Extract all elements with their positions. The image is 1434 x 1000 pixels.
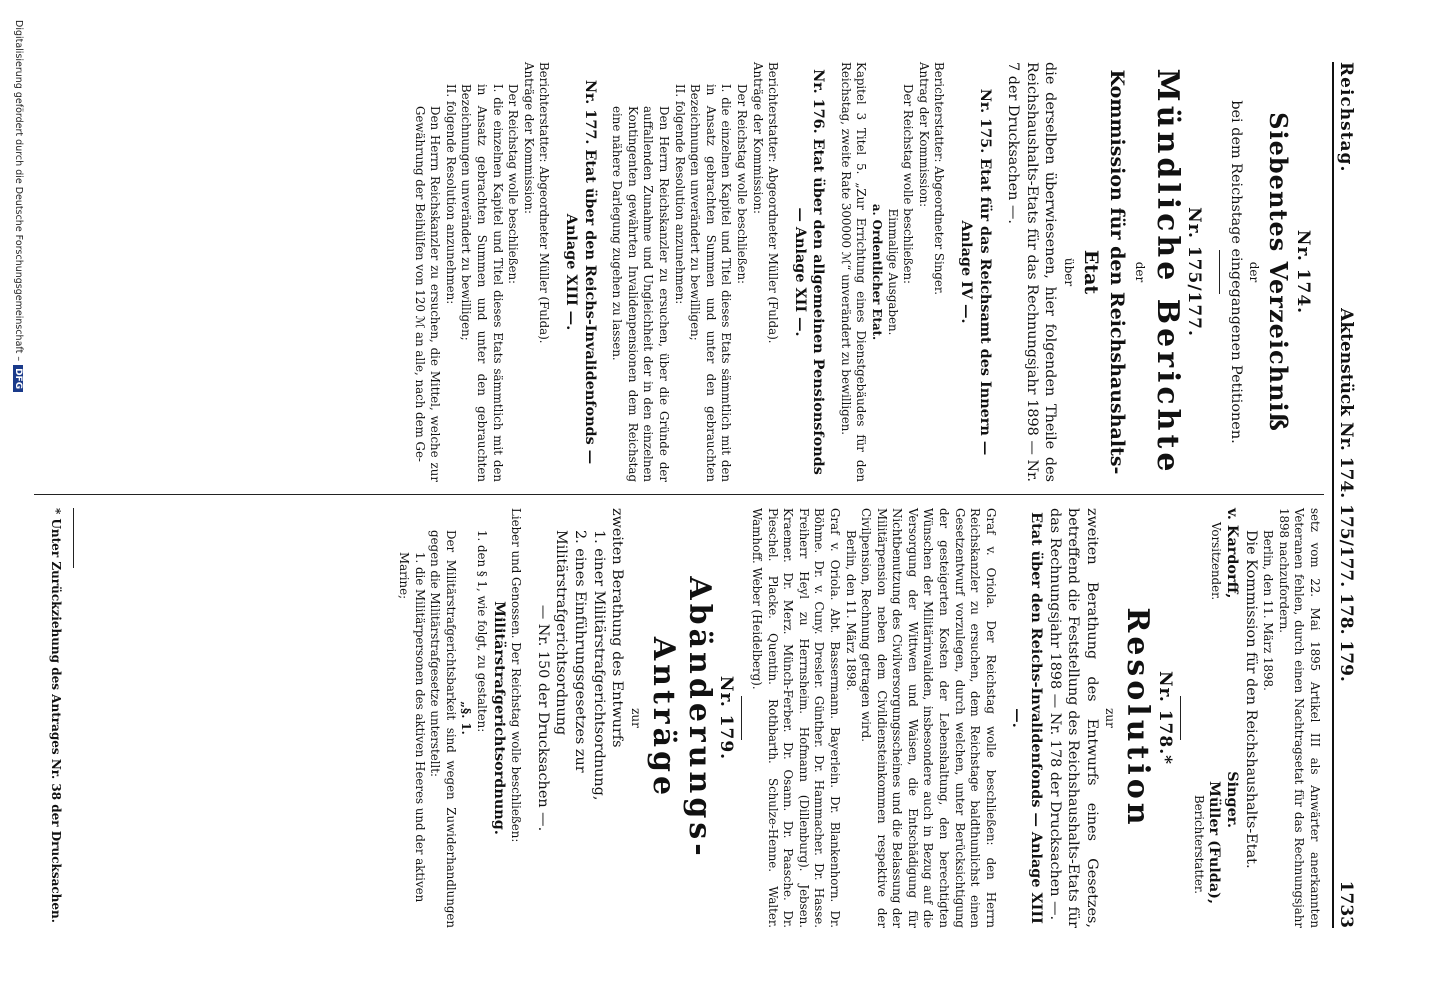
nr179-zur: zur	[628, 708, 643, 728]
header-left: Reichstag.	[1336, 62, 1356, 173]
nr177-resolution: Den Herrn Reichskanzler zu ersuchen, die Mittel, welche zur Gewährung der Beihülfen von 120 ℳ an alle, nach dem Ge-	[412, 106, 443, 482]
nr175-ueber: über	[1062, 257, 1077, 287]
footnote-rule	[73, 508, 74, 568]
nr179-text: zweiten Berathung des Entwurfs	[609, 508, 626, 748]
nr176-resolution: Den Herrn Reichskanzler zu ersuchen, über die Gründe der auffallenden Zunahme und Ungleichheit der in den einzelnen Kontingenten gewährten Invalidenpensionen dem Reichstag eine nähere Darlegung zugehen zu lassen.	[610, 106, 671, 482]
nr175-antrag: Antrag der Kommission:	[916, 62, 931, 208]
nr176-berichterstatter: Berichterstatter: Abgeordneter Müller (Fulda).	[766, 62, 781, 344]
footnote: * Unter Zurückziehung des Antrages Nr. 38 der Drucksachen.	[49, 508, 63, 923]
nr174-title: Siebentes Verzeichniß	[1264, 112, 1294, 432]
nr178-signers: Graf v. Oriola. Abt. Bassermann. Bayerlein. Dr. Blankenhorn. Dr. Böhme. Dr. v. Cuny. Dresler. Günther. Dr. Hammacher. Dr. Hasse. Freiherr Heyl zu Herrnsheim. Hofmann (Dillenburg). Jebsen. Kraemer. Dr. Merz. Münch-Ferber. Dr. Osann. Dr. Paasche. Dr. Pieschel. Placke. Quentin. Rothbarth. Schulze-Henne. Walter. Wamhoff. Weber (Heidelberg).	[749, 508, 842, 928]
nr178-etat: Etat über den Reichs-Invalidenfonds — Anlage XIII —.	[1009, 512, 1046, 924]
nr175-line: Nr. 175. Etat für das Reichsamt des Innern — Anlage IV —.	[958, 88, 994, 456]
nr178-text: zweiten Berathung des Entwurfs eines Gesetzes, betreffend die Feststellung des Reichshaushalts-Etats für das Rechnungsjahr 1898 — Nr. 178 der Drucksachen —.	[1046, 508, 1100, 928]
nr179-p1: 1. den § 1, wie folgt, zu gestalten:	[475, 530, 490, 733]
nr177-beschliessen: Der Reichstag wolle beschließen:	[506, 84, 521, 285]
nr175-heading: Nr. 175/177.	[1184, 207, 1205, 337]
credit-text: Digitalisierung gefördert durch die Deutsche Forschungsgemeinschaft –	[13, 20, 24, 362]
right-column	[395, 508, 1322, 928]
continued-text: setz vom 22. Mai 1895 Artikel III als Anwärter anerkannten Veteranen fehlen, durch einen Nachtragsetat für das Rechnungsjahr 1898 nachzufordern.	[1276, 508, 1322, 928]
header-rule	[1332, 62, 1334, 928]
nr177-item-I: I. die einzelnen Kapitel und Titel dieses Etats sämmtlich mit den in Ansatz gebrachten Summen und unter den gebrauchten Bezeichnungen unverändert zu bewilligen;	[459, 84, 505, 482]
nr178-oriola: Graf v. Oriola. Der Reichstag wolle beschließen: den Herrn Reichskanzler zu ersuchen, dem Reichstage baldthunlichst einen Gesetzentwurf vorzulegen, durch welchen, unter Berücksichtigung der gesteigerten Kosten der Lebenshaltung, den berechtigten Wünschen der Militärinvaliden, insbesondere auch in Bezug auf die Versorgung der Wittwen und Waisen, die Entschädigung für Nichtbenutzung des Civilversorgungsscheines und die Belassung der Militärpension neben dem Civildiensteinkommen respektive der Civilpension, Rechnung getragen wird.	[859, 508, 998, 928]
separator	[1219, 250, 1220, 294]
dfg-logo: DFG	[13, 365, 23, 392]
nr179-heading: Nr. 179.	[716, 675, 737, 761]
nr179-title: Abänderungs-Anträge	[645, 576, 717, 860]
signer-kardorff-role: Vorsitzender.	[1209, 522, 1224, 601]
kommission-line: Die Kommission für den Reichshaushalts-Etat.	[1242, 530, 1259, 869]
nr179-paragraph: „§. 1.	[459, 701, 474, 735]
separator	[1180, 696, 1181, 740]
nr178-zur: zur	[1103, 708, 1118, 728]
header-center: Aktenstück Nr. 174. 175/177. 178. 179.	[1336, 308, 1356, 682]
digitization-credit	[13, 20, 24, 392]
nr175-der: der	[1132, 261, 1147, 283]
page-number: 1733	[1336, 880, 1356, 928]
nr176-item-I: I. die einzelnen Kapitel und Titel dieses Etats sämmtlich mit den in Ansatz gebrachten Summen und unter den gebrauchten Bezeichnungen unverändert zu bewilligen;	[688, 84, 734, 482]
nr177-item-II: II. folgende Resolution anzunehmen:	[443, 84, 458, 305]
nr174-der: der	[1247, 261, 1262, 283]
nr179-item-1: 1. einer Militärstrafgerichtsordnung,	[590, 530, 607, 801]
column-rule	[34, 494, 1324, 495]
date-1: Berlin, den 11. März 1898.	[1261, 530, 1276, 691]
nr178-title: Resolution	[1120, 607, 1156, 829]
nr179-item-3: — Nr. 150 der Drucksachen —.	[534, 604, 551, 832]
signer-singer: Singer.	[1224, 771, 1242, 828]
nr176-item-II: II. folgende Resolution anzunehmen:	[672, 84, 687, 305]
nr177-berichterstatter: Berichterstatter: Abgeordneter Müller (Fulda).	[537, 62, 552, 344]
nr175-ordentlich: a. Ordentlicher Etat.	[870, 203, 885, 341]
nr179-item-2: 2. eines Einführungsgesetzes zur Militärstrafgerichtsordnung	[553, 530, 588, 773]
nr176-antraege: Anträge der Kommission:	[750, 62, 765, 215]
nr175-kapitel: Kapitel 3 Titel 5. „Zur Errichtung eines Dienstgebäudes für den Reichstag, zweite Rate 300000 ℳ“ unverändert zu bewilligen.	[838, 62, 869, 482]
date-2: Berlin, den 11. März 1898.	[843, 530, 858, 691]
nr175-text: die derselben überwiesenen, hier folgenden Theile des Reichshaushalts-Etats für das Rechnungsjahr 1898 — Nr. 7 der Drucksachen —.	[1005, 62, 1059, 482]
nr177-line: Nr. 177. Etat über den Reichs-Invalidenfonds — Anlage XIII —.	[563, 79, 599, 465]
left-column	[411, 62, 1322, 482]
nr178-heading: Nr. 178.*	[1155, 670, 1176, 766]
signer-mueller-role: Berichterstatter.	[1192, 794, 1207, 894]
nr175-berichterstatter: Berichterstatter: Abgeordneter Singer.	[932, 62, 947, 295]
nr179-msgo: Militärstrafgerichtsordnung.	[490, 601, 508, 835]
nr175-title: Mündliche Berichte	[1149, 68, 1185, 476]
nr175-einmalige: Einmalige Ausgaben.	[885, 208, 900, 336]
signature-block	[1187, 508, 1241, 928]
signer-mueller: Müller (Fulda),	[1206, 781, 1224, 904]
nr179-lieber: Lieber und Genossen. Der Reichstag wolle beschließen:	[509, 508, 524, 843]
nr179-paragraph-item-1: 1. die Militärpersonen des aktiven Heeres und der aktiven Marine;	[397, 552, 427, 903]
signer-kardorff: v. Kardorff,	[1224, 508, 1242, 599]
nr176-line: Nr. 176. Etat über den allgemeinen Pensionsfonds — Anlage XII —.	[791, 69, 828, 475]
nr174-subtitle: bei dem Reichstage eingegangenen Petitionen.	[1227, 100, 1244, 444]
nr179-paragraph-text: Der Militärstrafgerichtsbarkeit sind wegen Zuwiderhandlungen gegen die Militärstrafgesetze unterstellt:	[428, 530, 458, 928]
nr174-heading: Nr. 174.	[1293, 229, 1313, 315]
nr176-beschliessen: Der Reichstag wolle beschließen:	[734, 84, 749, 285]
nr175-beschliessen: Der Reichstag wolle beschließen:	[901, 84, 916, 285]
nr177-antraege: Anträge der Kommission:	[521, 62, 536, 215]
separator	[741, 696, 742, 740]
nr175-kommission: Kommission für den Reichshaushalts-Etat	[1080, 69, 1129, 475]
